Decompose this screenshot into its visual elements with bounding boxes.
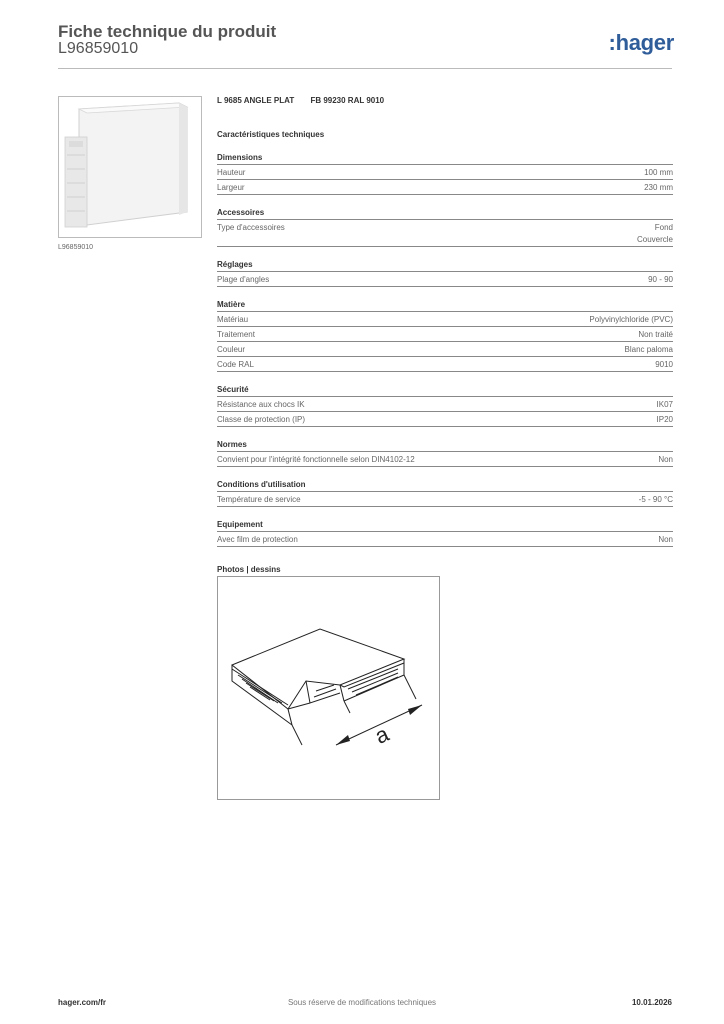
spec-value: -5 - 90 °C (638, 495, 673, 504)
group-safety (217, 385, 673, 427)
spec-label: Traitement (217, 330, 255, 339)
group-accessories (217, 208, 673, 247)
spec-label: Convient pour l'intégrité fonctionnelle selon DIN4102-12 (217, 455, 415, 464)
spec-label: Type d'accessoires (217, 223, 285, 232)
spec-row (217, 397, 673, 412)
product-code: L 9685 ANGLE PLAT (217, 96, 295, 105)
group-equipment (217, 520, 673, 547)
spec-label: Hauteur (217, 168, 246, 177)
spec-row (217, 180, 673, 195)
group-title: Accessoires (217, 208, 673, 220)
technical-sheet (217, 96, 673, 574)
product-variant: FB 99230 RAL 9010 (310, 96, 385, 105)
page-title: Fiche technique du produit (58, 22, 277, 41)
spec-label: Classe de protection (IP) (217, 415, 306, 424)
group-title: Conditions d'utilisation (217, 480, 673, 492)
spec-label: Largeur (217, 183, 245, 192)
photos-title: Photos | dessins (217, 565, 281, 574)
group-title: Réglages (217, 260, 673, 272)
group-title: Sécurité (217, 385, 673, 397)
group-dimensions (217, 153, 673, 195)
group-title: Equipement (217, 520, 673, 532)
product-reference: L96859010 (58, 40, 139, 57)
spec-label: Couleur (217, 345, 246, 354)
spec-row (217, 327, 673, 342)
spec-row (217, 220, 673, 247)
product-designation (217, 96, 673, 110)
header-divider (58, 68, 672, 69)
spec-row (217, 492, 673, 507)
group-standards (217, 440, 673, 467)
spec-row (217, 412, 673, 427)
spec-label: Code RAL (217, 360, 254, 369)
spec-value: Non (658, 535, 673, 544)
spec-row (217, 452, 673, 467)
logo-text: hager (615, 30, 674, 55)
spec-row (217, 165, 673, 180)
spec-label: Avec film de protection (217, 535, 298, 544)
footer-notice: Sous réserve de modifications techniques (287, 998, 437, 1007)
spec-row (217, 357, 673, 372)
group-operating-conditions (217, 480, 673, 507)
section-title: Caractéristiques techniques (217, 130, 325, 139)
spec-value: 230 mm (644, 183, 673, 192)
spec-label: Résistance aux chocs IK (217, 400, 305, 409)
group-material (217, 300, 673, 372)
group-settings (217, 260, 673, 287)
group-title: Matière (217, 300, 673, 312)
flat-angle-drawing (218, 577, 439, 799)
logo-colon: : (608, 30, 616, 55)
spec-row (217, 272, 673, 287)
spec-value: Blanc paloma (624, 345, 673, 354)
spec-value: 100 mm (644, 168, 673, 177)
spec-value: Non traité (638, 330, 673, 339)
product-photo-caption: L96859010 (58, 244, 94, 251)
spec-row (217, 312, 673, 327)
spec-row (217, 532, 673, 547)
spec-value: Non (658, 455, 673, 464)
spec-value: IK07 (656, 400, 673, 409)
spec-value: 90 - 90 (648, 275, 673, 284)
characteristics-groups (217, 153, 673, 547)
product-photo-illustration (59, 97, 201, 237)
spec-value: Polyvinylchloride (PVC) (589, 315, 673, 324)
footer-date: 10.01.2026 (631, 998, 672, 1007)
spec-row (217, 342, 673, 357)
spec-value: IP20 (656, 415, 673, 424)
hager-logo (609, 30, 674, 56)
product-photo (58, 96, 202, 238)
spec-label: Matériau (217, 315, 249, 324)
spec-label: Température de service (217, 495, 301, 504)
footer-website-link[interactable]: hager.com/fr (58, 998, 107, 1007)
spec-label: Plage d'angles (217, 275, 270, 284)
spec-value-line: Fond (654, 223, 673, 232)
technical-drawing (217, 576, 440, 800)
spec-value: 9010 (655, 360, 673, 369)
spec-value (637, 222, 673, 246)
group-title: Normes (217, 440, 673, 452)
spec-value-line: Couvercle (636, 235, 673, 244)
dimension-label: a (371, 721, 393, 749)
group-title: Dimensions (217, 153, 673, 165)
